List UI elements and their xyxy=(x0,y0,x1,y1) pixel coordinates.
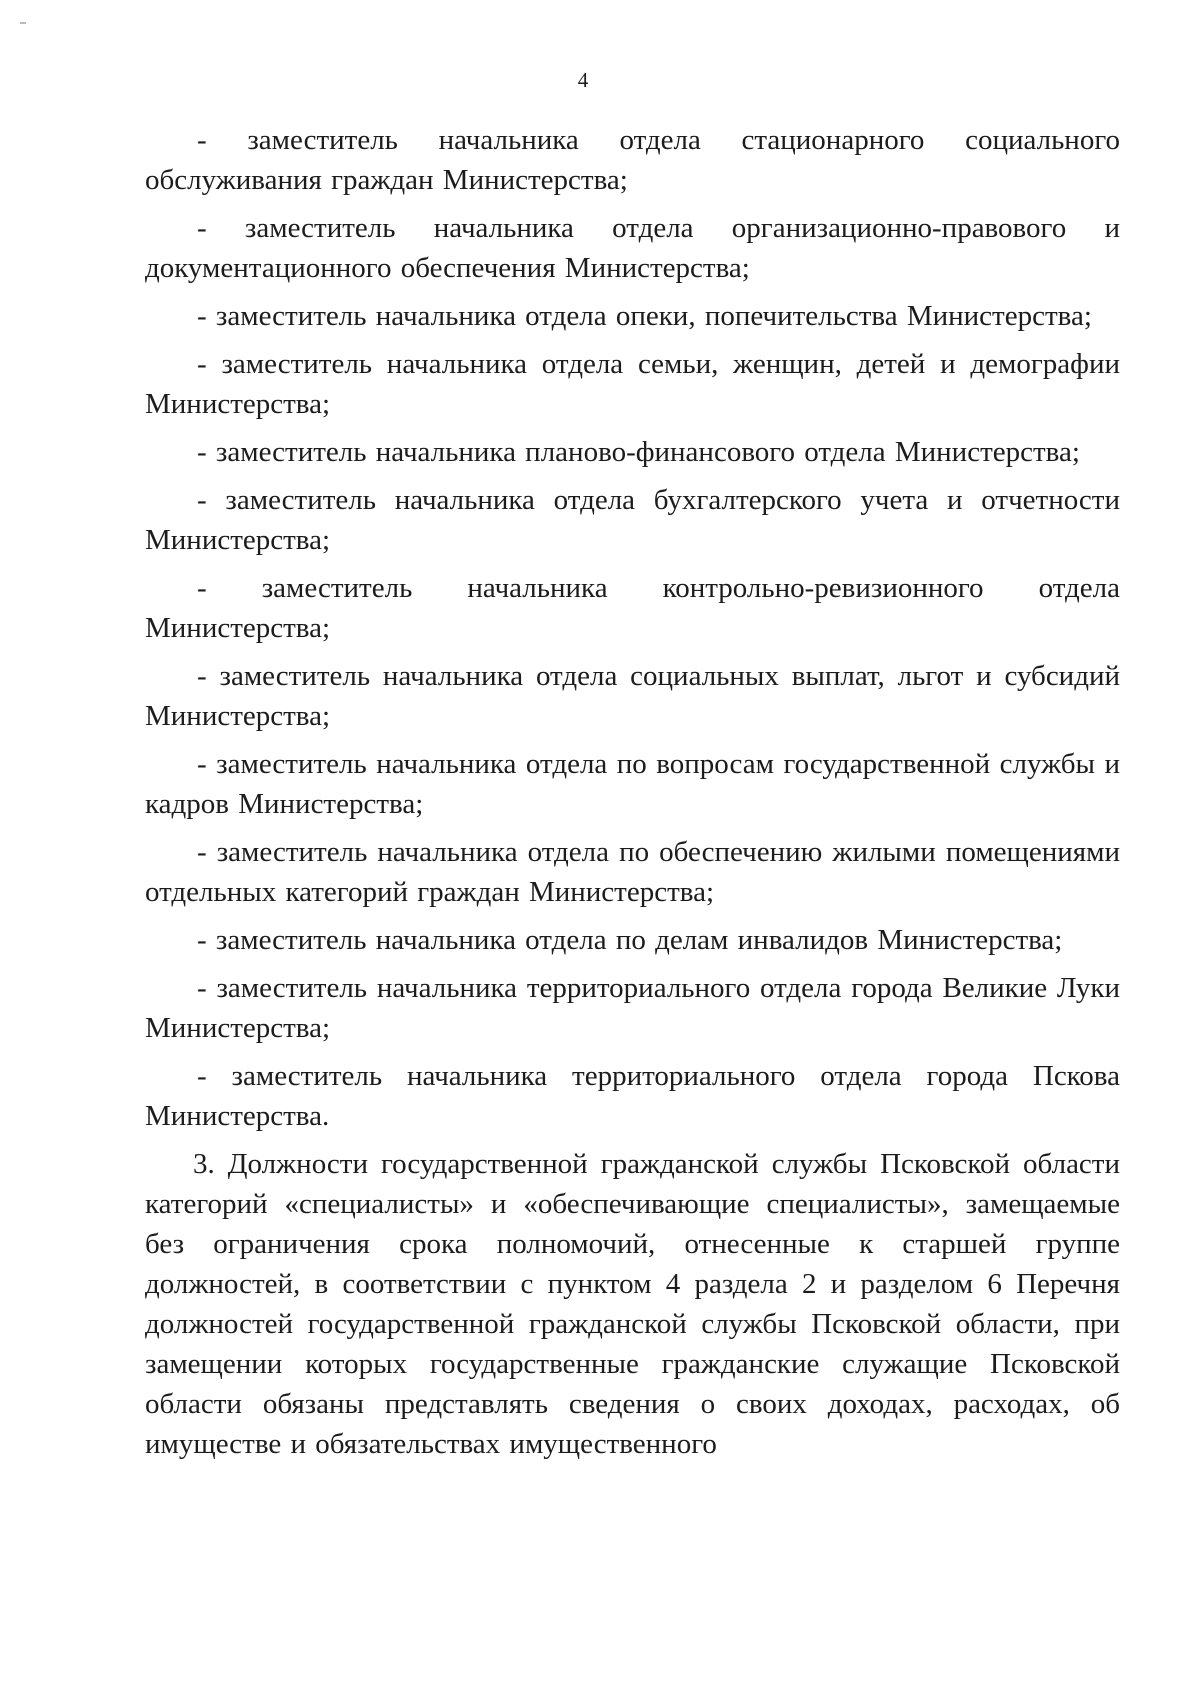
list-item: - заместитель начальника отдела бухгалтерского учета и отчетности Министерства; xyxy=(145,484,1120,556)
list-item: - заместитель начальника отдела семьи, женщин, детей и демографии Министерства; xyxy=(145,348,1120,420)
list-item: - заместитель начальника контрольно-ревизионного отдела Министерства; xyxy=(145,572,1120,644)
list-item: - заместитель начальника территориального отдела города Пскова Министерства. xyxy=(145,1060,1120,1132)
page-number: 4 xyxy=(577,68,589,92)
paragraph-3: 3. Должности государственной гражданской службы Псковской области категорий «специалисты» и «обеспечивающие специалисты», замещаемые без ограничения срока полномочий, отнесенные к старшей группе должностей, в соответствии с пунктом 4 раздела 2 и разделом 6 Перечня должностей государственной гражданской службы Псковской области, при замещении которых государственные гражданские служащие Псковской области обязаны представлять сведения о своих доходах, расходах, об имуществе и обязательствах имущественного xyxy=(145,1148,1120,1460)
list-item: - заместитель начальника отдела организационно-правового и документационного обеспечения Министерства; xyxy=(145,212,1120,284)
list-item: - заместитель начальника планово-финансового отдела Министерства; xyxy=(197,436,1080,468)
list-item: - заместитель начальника отдела по обеспечению жилыми помещениями отдельных категорий граждан Министерства; xyxy=(145,836,1120,908)
list-item: - заместитель начальника территориального отдела города Великие Луки Министерства; xyxy=(145,972,1120,1044)
list-item: - заместитель начальника отдела стационарного социального обслуживания граждан Министерства; xyxy=(145,124,1120,196)
document-body xyxy=(145,120,1120,1464)
list-item: - заместитель начальника отдела опеки, попечительства Министерства; xyxy=(197,300,1092,332)
list-item: - заместитель начальника отдела социальных выплат, льгот и субсидий Министерства; xyxy=(145,660,1120,732)
list-item: - заместитель начальника отдела по делам инвалидов Министерства; xyxy=(197,924,1063,956)
scan-speck xyxy=(20,22,26,24)
list-item: - заместитель начальника отдела по вопросам государственной службы и кадров Министерства; xyxy=(145,748,1120,820)
